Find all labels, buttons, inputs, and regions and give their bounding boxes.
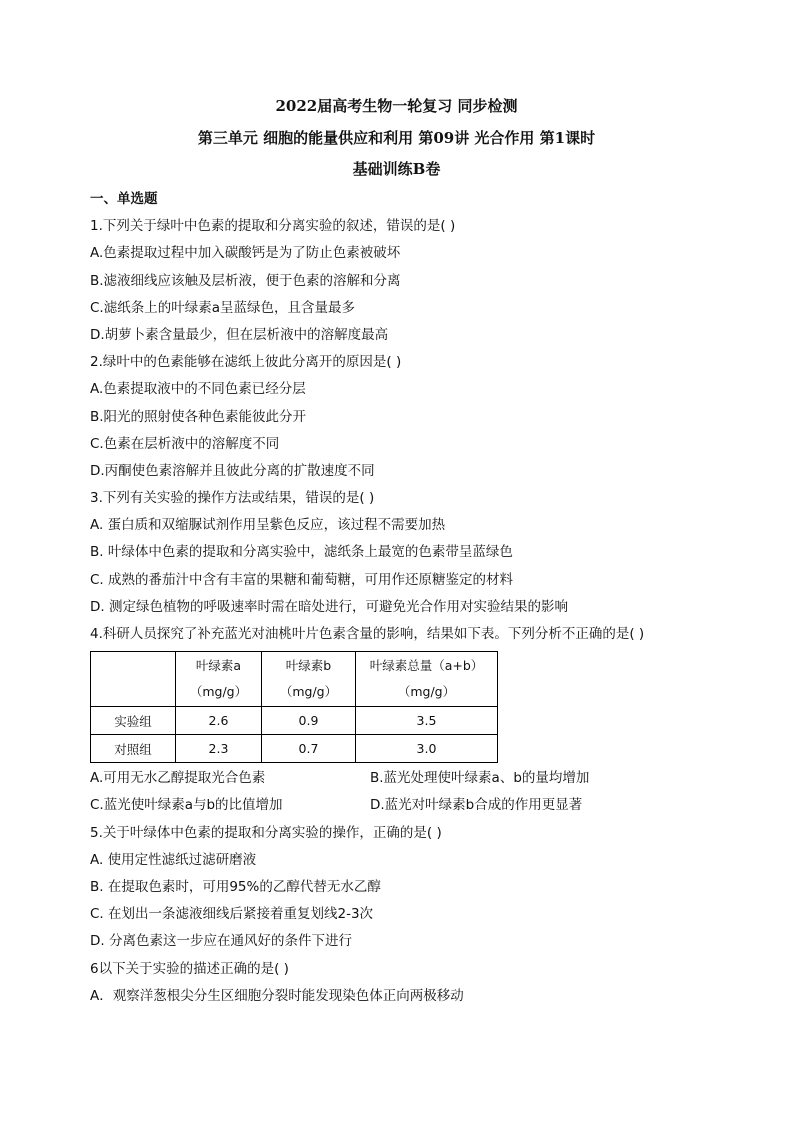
- doc-title: 2022届高考生物一轮复习 同步检测: [275, 97, 518, 115]
- table-header-row: [91, 652, 498, 707]
- q3-option-a: A. 蛋白质和双缩脲试剂作用呈紫色反应，该过程不需要加热: [90, 517, 446, 534]
- q4-options-row-1: [90, 765, 730, 792]
- header-name: 叶绿素b: [285, 658, 332, 674]
- table-cell: 2.6: [176, 707, 262, 735]
- q2-option-a: A.色素提取液中的不同色素已经分层: [90, 381, 306, 398]
- q2-option-c: C.色素在层析液中的溶解度不同: [90, 435, 280, 452]
- table-header-cell: [356, 652, 498, 707]
- q2-stem: 2.绿叶中的色素能够在滤纸上彼此分离开的原因是( ): [90, 354, 402, 371]
- row-label: 对照组: [91, 735, 176, 763]
- header-unit: （mg/g）: [279, 684, 338, 700]
- table-header-cell: [262, 652, 356, 707]
- header-name: 叶绿素总量（a+b）: [369, 658, 484, 674]
- q3-option-d: D. 测定绿色植物的呼吸速率时需在暗处进行，可避免光合作用对实验结果的影响: [90, 598, 568, 615]
- q4-options-row-2: [90, 792, 730, 819]
- q2-option-d: D.丙酮使色素溶解并且彼此分离的扩散速度不同: [90, 462, 375, 479]
- header-name: 叶绿素a: [195, 658, 242, 674]
- q4-option-a: A.可用无水乙醇提取光合色素: [90, 770, 266, 787]
- doc-volume: 基础训练B卷: [352, 160, 441, 178]
- q1-option-c: C.滤纸条上的叶绿素a呈蓝绿色，且含量最多: [90, 299, 355, 316]
- q4-option-c: C.蓝光使叶绿素a与b的比值增加: [90, 797, 283, 814]
- header-unit: （mg/g）: [397, 684, 456, 700]
- q3-option-c: C. 成熟的番茄汁中含有丰富的果糖和葡萄糖，可用作还原糖鉴定的材料: [90, 571, 514, 588]
- q1-option-b: B.滤液细线应该触及层析液，便于色素的溶解和分离: [90, 272, 401, 289]
- q5-option-d: D. 分离色素这一步应在通风好的条件下进行: [90, 933, 352, 950]
- table-cell: 3.5: [356, 707, 498, 735]
- header-unit: （mg/g）: [189, 684, 248, 700]
- q2-option-b: B.阳光的照射使各种色素能彼此分开: [90, 408, 307, 425]
- q4-option-b: B.蓝光处理使叶绿素a、b的量均增加: [370, 770, 590, 787]
- q3-option-b: B. 叶绿体中色素的提取和分离实验中，滤纸条上最宽的色素带呈蓝绿色: [90, 544, 513, 561]
- chlorophyll-table: [90, 651, 498, 763]
- q4-stem: 4.科研人员探究了补充蓝光对油桃叶片色素含量的影响，结果如下表。下列分析不正确的是( ): [90, 626, 645, 642]
- row-label: 实验组: [91, 707, 176, 735]
- q1-stem: 1.下列关于绿叶中色素的提取和分离实验的叙述，错误的是( ): [90, 218, 456, 235]
- q5-option-c: C. 在划出一条滤液细线后紧接着重复划线2-3次: [90, 906, 374, 923]
- q3-stem: 3.下列有关实验的操作方法或结果，错误的是( ): [90, 490, 375, 507]
- table-cell: 3.0: [356, 735, 498, 763]
- q5-stem: 5.关于叶绿体中色素的提取和分离实验的操作，正确的是( ): [90, 824, 442, 841]
- q1-option-d: D.胡萝卜素含量最少，但在层析液中的溶解度最高: [90, 326, 389, 343]
- q4-option-d: D.蓝光对叶绿素b合成的作用更显著: [370, 797, 583, 814]
- table-cell: 0.7: [262, 735, 356, 763]
- table-header-cell: [176, 652, 262, 707]
- q5-option-b: B. 在提取色素时，可用95%的乙醇代替无水乙醇: [90, 878, 381, 895]
- table-corner-cell: [91, 652, 176, 707]
- q5-option-a: A. 使用定性滤纸过滤研磨液: [90, 851, 257, 868]
- q6-stem: 6以下关于实验的描述正确的是( ): [90, 960, 289, 977]
- table-row: [91, 707, 498, 735]
- q1-option-a: A.色素提取过程中加入碳酸钙是为了防止色素被破坏: [90, 245, 401, 262]
- table-cell: 2.3: [176, 735, 262, 763]
- q6-option-a: A．观察洋葱根尖分生区细胞分裂时能发现染色体正向两极移动: [90, 987, 464, 1004]
- table-cell: 0.9: [262, 707, 356, 735]
- question-list: [90, 186, 730, 1010]
- doc-subtitle: 第三单元 细胞的能量供应和利用 第09讲 光合作用 第1课时: [197, 129, 596, 147]
- table-row: [91, 735, 498, 763]
- section-heading: 一、单选题: [90, 191, 158, 207]
